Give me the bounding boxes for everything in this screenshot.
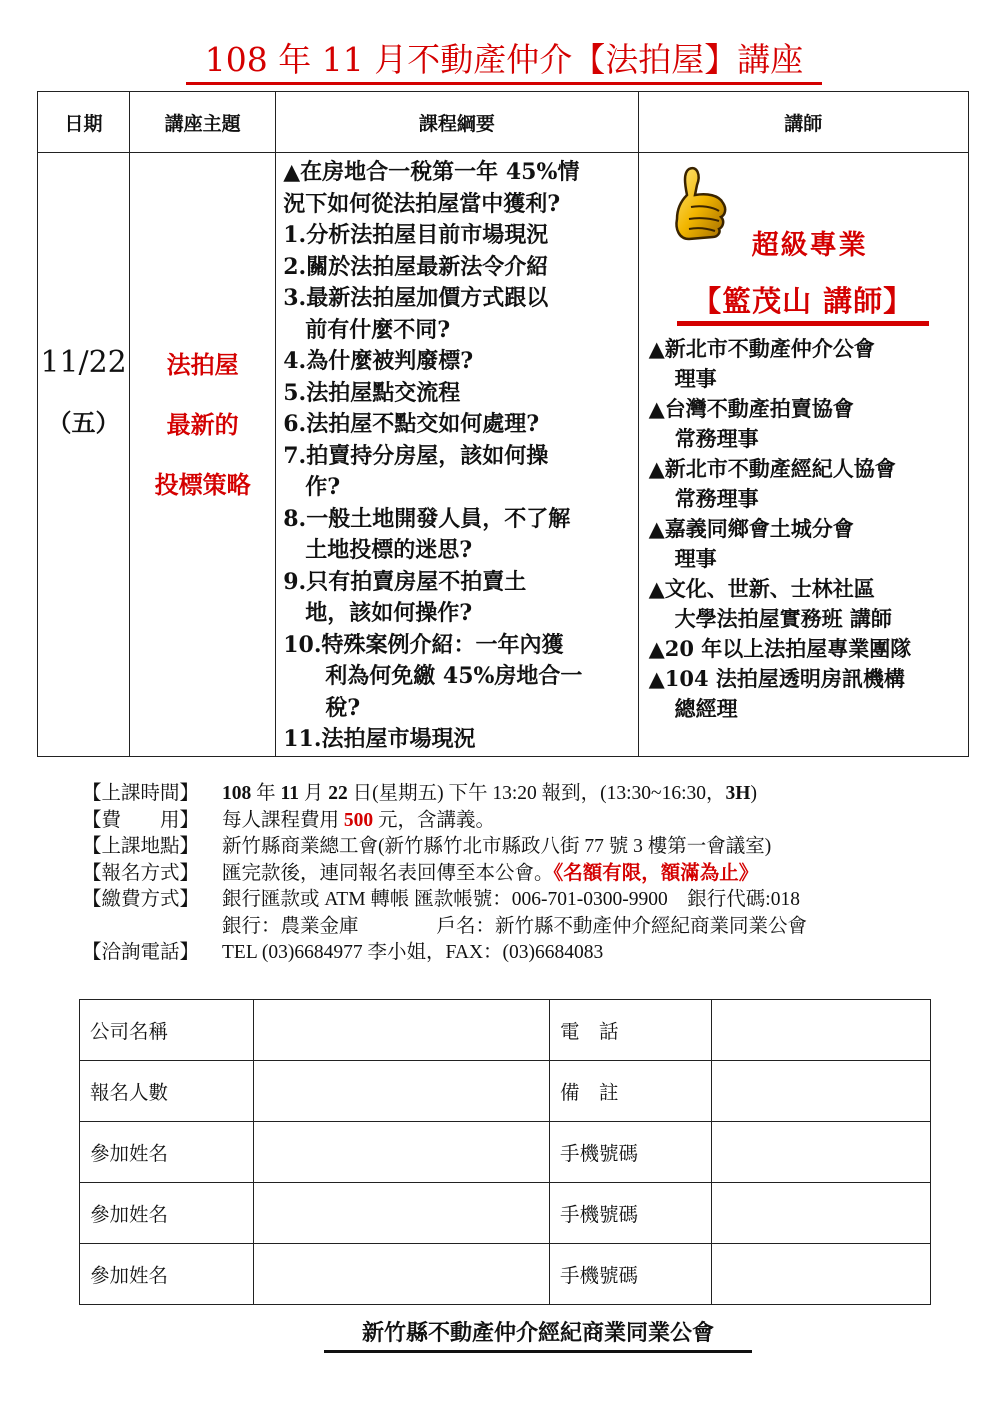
outline-line: 8.一般土地開發人員，不了解 (283, 505, 571, 532)
info-label: 【報名方式】 (82, 862, 200, 884)
info-label: 【上課地點】 (82, 836, 200, 857)
info-text: 年 (251, 783, 281, 804)
credential-line: 大學法拍屋實務班 講師 (674, 606, 892, 631)
company-name-field[interactable] (253, 1000, 549, 1061)
form-row (80, 1061, 931, 1122)
outline-line: 土地投標的迷思? (305, 537, 473, 563)
info-payment (82, 887, 807, 914)
mobile-field[interactable] (711, 1122, 931, 1183)
outline-line: 6.法拍屋不點交如何處理? (283, 411, 540, 437)
outline-line: 地，該如何操作? (305, 600, 473, 626)
course-date: 11/22 (40, 345, 127, 380)
info-text: 日(星期五) 下午 13:20 報到，(13:30~16:30， (347, 783, 726, 804)
attendee-count-field[interactable] (253, 1061, 549, 1122)
info-label: 【繳費方式】 (82, 889, 200, 910)
info-text: 月 (298, 783, 329, 804)
outline-line: 況下如何從法拍屋當中獲利? (283, 190, 561, 217)
form-label: 報名人數 (80, 1061, 254, 1122)
fee-amount: 500 (343, 809, 374, 831)
outline-cell (276, 153, 638, 757)
info-label: 【洽詢電話】 (82, 942, 200, 963)
header-date: 日期 (38, 92, 130, 153)
info-day: 22 (328, 783, 348, 804)
info-text: 每人課程費用 (222, 809, 344, 831)
header-teacher: 講師 (638, 92, 968, 153)
form-label: 手機號碼 (550, 1183, 712, 1244)
phone-field[interactable] (711, 1000, 931, 1061)
info-label: 【上課時間】 (82, 783, 200, 804)
info-text: 新竹縣商業總工會(新竹縣竹北市縣政八街 77 號 3 樓第一會議室) (222, 836, 772, 857)
outline-line: 2.關於法拍屋最新法令介紹 (283, 253, 549, 280)
form-label: 參加姓名 (80, 1244, 254, 1305)
credential-line: ▲20 年以上法拍屋專業團隊 (648, 636, 912, 661)
credential-line: ▲新北市不動產仲介公會 (648, 336, 875, 361)
credential-line: ▲台灣不動產拍賣協會 (648, 396, 854, 421)
header-outline: 課程綱要 (276, 92, 638, 153)
course-table (37, 91, 969, 757)
info-time (82, 781, 807, 808)
page-title: 108 年 11 月不動產仲介【法拍屋】講座 (186, 38, 822, 85)
topic-cell (130, 153, 276, 757)
info-label: 【費 用】 (82, 809, 200, 831)
info-month: 11 (280, 783, 299, 804)
info-contact (82, 940, 807, 967)
course-weekday: （五） (47, 408, 120, 437)
outline-line: ▲在房地合一稅第一年 45%情 (283, 159, 580, 185)
outline-line: 7.拍賣持分房屋，該如何操 (283, 442, 549, 469)
credential-line: 總經理 (674, 696, 738, 721)
outline-line: 4.為什麼被判廢標? (283, 348, 474, 374)
outline-line: 11.法拍屋市場現況 (283, 726, 476, 752)
outline-line: 3.最新法拍屋加價方式跟以 (283, 285, 549, 311)
attendee-name-field[interactable] (253, 1183, 549, 1244)
info-text: 銀行匯款或 ATM 轉帳 匯款帳號：006-701-0300-9900 銀行代碼:018 (222, 889, 800, 910)
organizer-footer: 新竹縣不動產仲介經紀商業同業公會 (324, 1318, 752, 1353)
course-info (82, 781, 807, 967)
outline-line: 10.特殊案例介紹：一年內獲 (283, 631, 564, 658)
registration-form (79, 999, 931, 1305)
form-label: 參加姓名 (80, 1183, 254, 1244)
teacher-tagline: 超級專業 (751, 230, 868, 261)
outline-line: 前有什麼不同? (305, 316, 451, 343)
form-label: 電 話 (550, 1000, 712, 1061)
date-cell (38, 153, 130, 757)
attendee-name-field[interactable] (253, 1122, 549, 1183)
form-label: 手機號碼 (550, 1244, 712, 1305)
header-topic: 講座主題 (130, 92, 276, 153)
info-year: 108 (222, 783, 252, 804)
outline-line: 9.只有拍賣房屋不拍賣土 (283, 568, 527, 595)
remarks-field[interactable] (711, 1061, 931, 1122)
signup-note: 《名額有限，額滿為止》 (553, 862, 759, 884)
form-row (80, 1183, 931, 1244)
thumbs-up-icon (667, 163, 737, 243)
teacher-credentials (649, 334, 912, 724)
topic-line: 投標策略 (154, 470, 251, 499)
outline-line: 作? (305, 474, 341, 500)
form-row (80, 1000, 931, 1061)
info-payment-line2: 銀行：農業金庫 戶名：新竹縣不動產仲介經紀商業同業公會 (222, 915, 808, 937)
table-header-row (38, 92, 969, 153)
info-fee (82, 808, 807, 835)
form-label: 公司名稱 (80, 1000, 254, 1061)
attendee-name-field[interactable] (253, 1244, 549, 1305)
topic-line: 法拍屋 (166, 350, 239, 379)
info-location (82, 834, 807, 861)
credential-line: ▲104 法拍屋透明房訊機構 (648, 666, 905, 691)
form-row (80, 1122, 931, 1183)
info-text: 元，含講義。 (373, 809, 496, 831)
form-label: 手機號碼 (550, 1122, 712, 1183)
info-text: TEL (03)6684977 李小姐，FAX：(03)6684083 (222, 942, 604, 963)
form-label: 參加姓名 (80, 1122, 254, 1183)
info-hours: 3H (725, 783, 751, 804)
credential-line: ▲文化、世新、士林社區 (648, 576, 875, 601)
outline-line: 1.分析法拍屋目前市場現況 (283, 222, 549, 248)
credential-line: 理事 (674, 366, 717, 391)
info-text: ) (750, 783, 757, 804)
credential-line: ▲新北市不動產經紀人協會 (648, 456, 896, 481)
teacher-name: 【籃茂山 講師】 (677, 281, 929, 326)
mobile-field[interactable] (711, 1183, 931, 1244)
credential-line: 理事 (674, 546, 717, 571)
mobile-field[interactable] (711, 1244, 931, 1305)
teacher-cell (638, 153, 968, 757)
info-text: 匯完款後，連同報名表回傳至本公會。 (222, 862, 554, 884)
table-row (38, 153, 969, 757)
credential-line: ▲嘉義同鄉會土城分會 (648, 516, 854, 541)
outline-line: 稅? (325, 694, 361, 721)
credential-line: 常務理事 (674, 486, 759, 511)
form-row (80, 1244, 931, 1305)
outline-line: 5.法拍屋點交流程 (283, 379, 461, 406)
outline-line: 利為何免繳 45%房地合一 (325, 663, 583, 689)
info-signup (82, 861, 807, 888)
form-label: 備 註 (550, 1061, 712, 1122)
topic-line: 最新的 (166, 410, 239, 439)
credential-line: 常務理事 (674, 426, 759, 451)
